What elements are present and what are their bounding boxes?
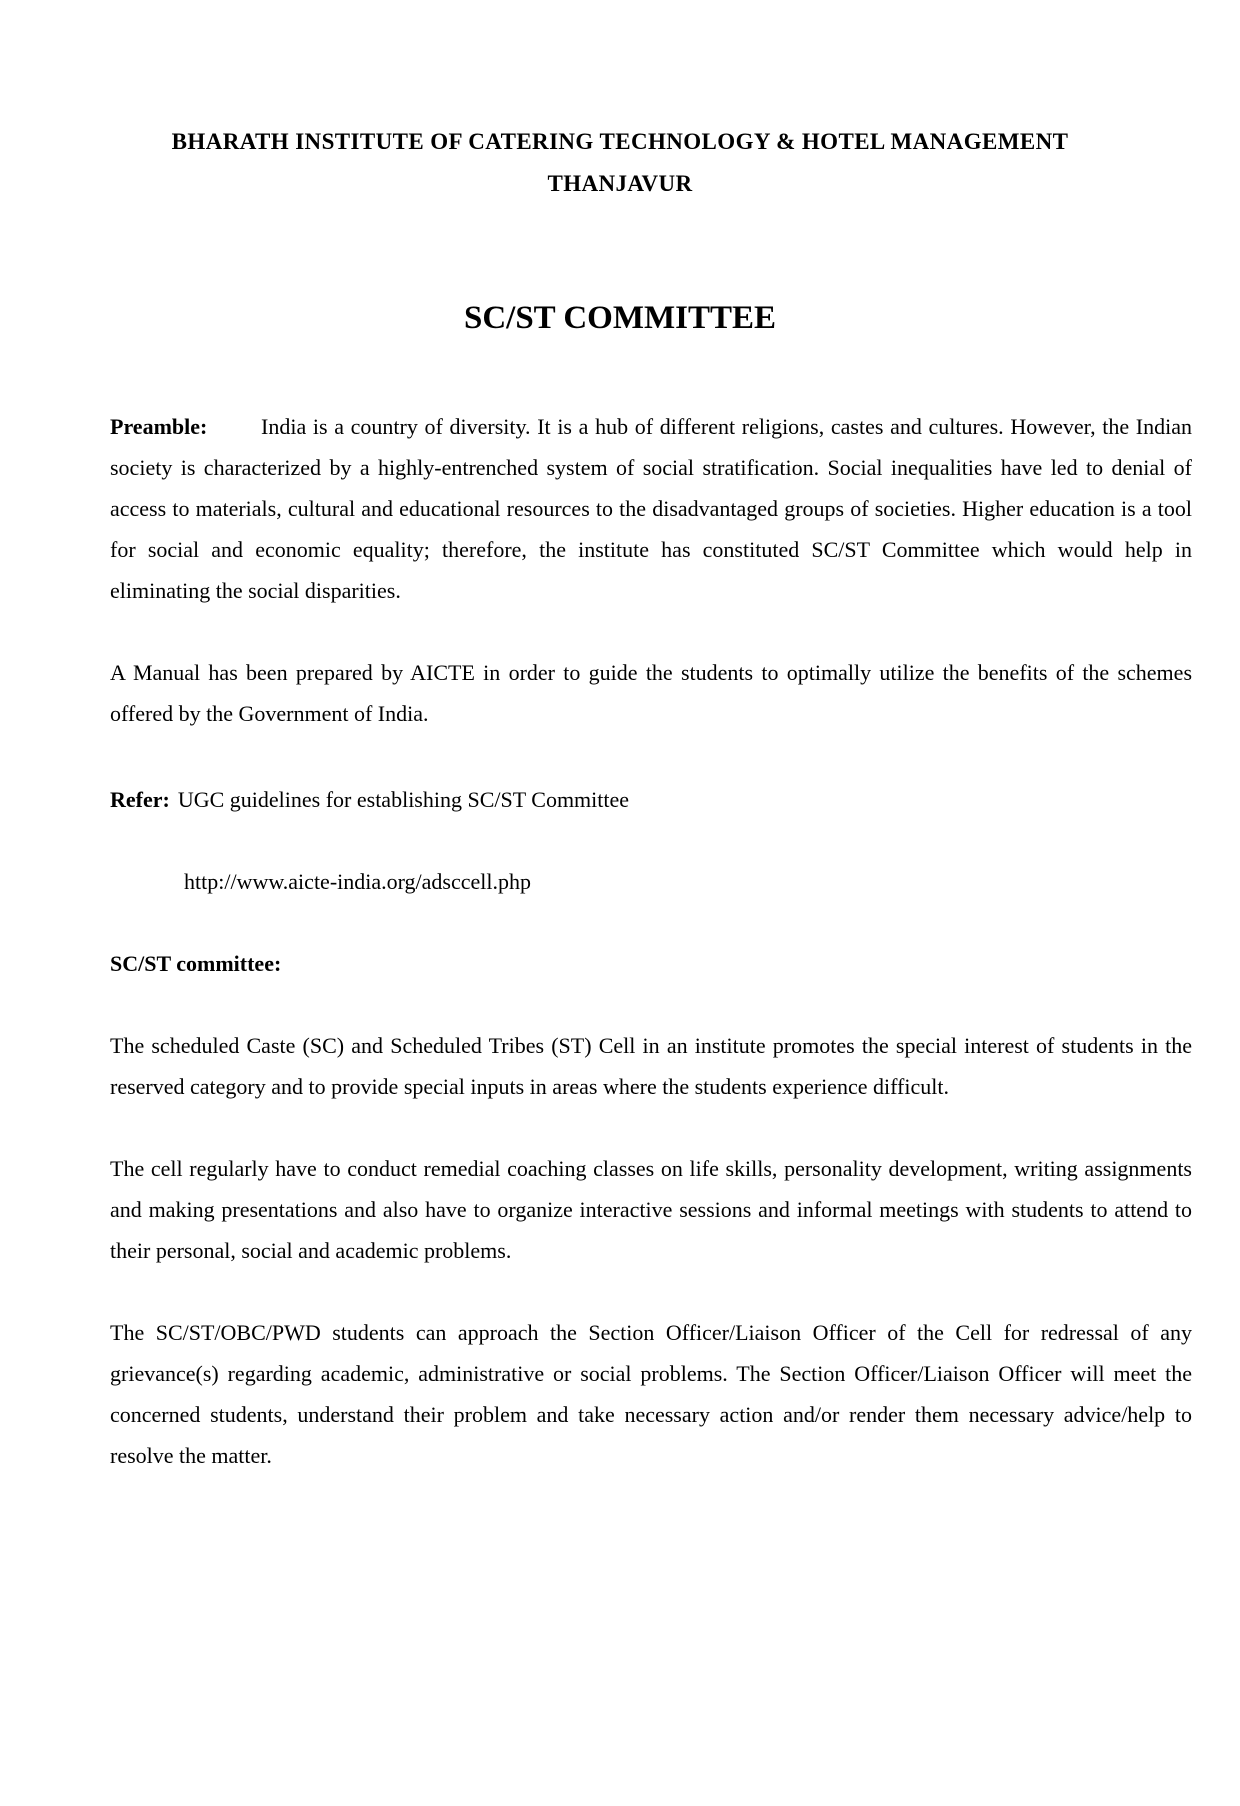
preamble-text: India is a country of diversity. It is a hub of different religions, castes and cultures. However, the Indian society is characterized by a highly-entrenched system of social stratification. Social inequalities have led to denial of access to materials, cultural and educational resources to the disadvantaged groups of societies. Higher education is a tool for social and economic equality; therefore, the institute has constituted SC/ST Committee which would help in eliminating the social disparities. (110, 414, 1192, 603)
refer-line (110, 779, 1192, 820)
institute-name: BHARATH INSTITUTE OF CATERING TECHNOLOGY & HOTEL MANAGEMENT (171, 129, 1069, 154)
page-title: SC/ST COMMITTEE (463, 300, 777, 336)
committee-paragraph: The scheduled Caste (SC) and Scheduled Tribes (ST) Cell in an institute promotes the special interest of students in the reserved category and to provide special inputs in areas where the students experience difficult. (110, 1033, 1192, 1099)
refer-label: Refer: (110, 787, 170, 812)
refer-text: UGC guidelines for establishing SC/ST Committee (177, 787, 630, 812)
preamble-label: Preamble: (110, 414, 208, 439)
committee-paragraph: The cell regularly have to conduct remedial coaching classes on life skills, personality development, writing assignments and making presentations and also have to organize interactive sessions and informal meetings with students to attend to their personal, social and academic problems. (110, 1156, 1192, 1263)
manual-paragraph: A Manual has been prepared by AICTE in order to guide the students to optimally utilize the benefits of the schemes offered by the Government of India. (110, 660, 1192, 726)
committee-paragraph: The SC/ST/OBC/PWD students can approach the Section Officer/Liaison Officer of the Cell for redressal of any grievance(s) regarding academic, administrative or social problems. The Section Officer/Liaison Officer will meet the concerned students, understand their problem and take necessary action and/or render them necessary advice/help to resolve the matter. (110, 1320, 1192, 1468)
preamble-paragraph (110, 406, 1192, 611)
aicte-link[interactable]: http://www.aicte-india.org/adsccell.php (184, 869, 532, 894)
institute-city: THANJAVUR (547, 171, 693, 196)
committee-heading: SC/ST committee: (110, 951, 282, 976)
